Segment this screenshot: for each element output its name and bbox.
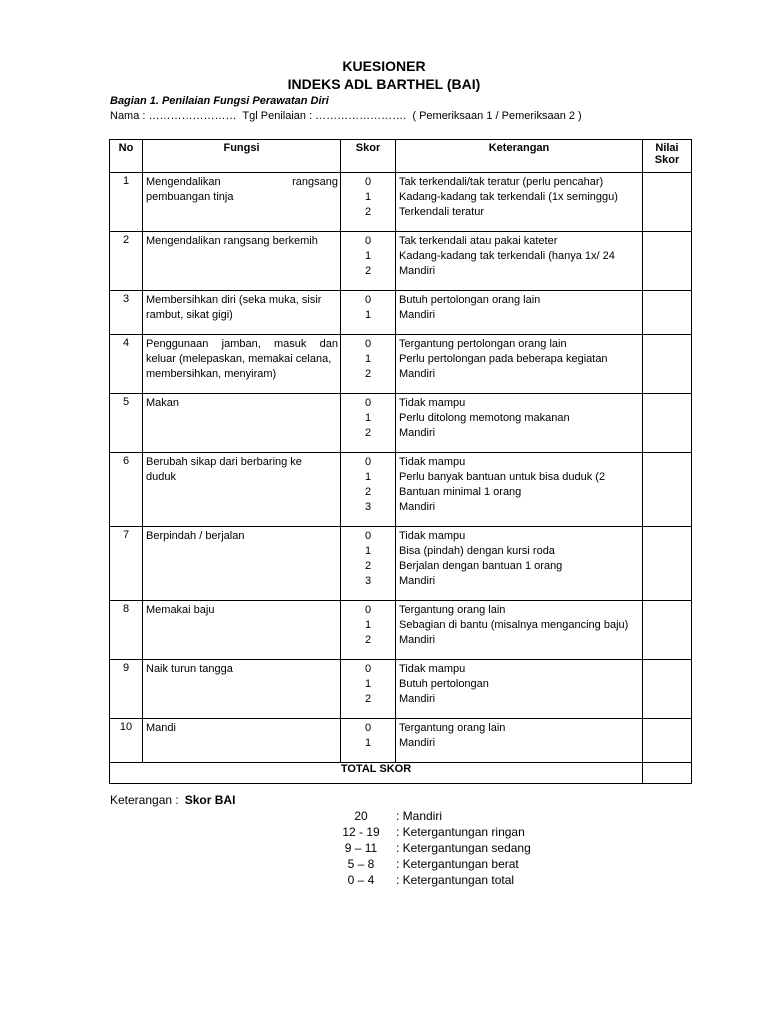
keterangan-option: Bantuan minimal 1 orang <box>399 486 522 498</box>
fungsi-line: Mengendalikan rangsang <box>146 176 338 188</box>
row-nilai-skor[interactable] <box>643 527 692 601</box>
fungsi-line: keluar (melepaskan, memakai celana, <box>146 353 332 365</box>
skor-option: 2 <box>364 427 372 439</box>
legend-desc: : Ketergantungan ringan <box>396 825 525 839</box>
row-fungsi <box>143 601 341 660</box>
skor-option: 3 <box>364 501 372 513</box>
keterangan-option: Bisa (pindah) dengan kursi roda <box>399 545 555 557</box>
keterangan-option: Mandiri <box>399 368 436 380</box>
legend-label <box>110 793 235 807</box>
row-keterangan <box>396 527 643 601</box>
row-fungsi <box>143 453 341 527</box>
row-nilai-skor[interactable] <box>643 394 692 453</box>
keterangan-option: Tidak mampu <box>399 663 466 675</box>
row-number: 6 <box>110 453 143 527</box>
keterangan-option: Tergantung orang lain <box>399 604 506 616</box>
row-nilai-skor[interactable] <box>643 232 692 291</box>
table-row <box>110 527 692 601</box>
table-row <box>110 291 692 335</box>
row-fungsi <box>143 173 341 232</box>
row-number: 7 <box>110 527 143 601</box>
keterangan-option: Tergantung orang lain <box>399 722 506 734</box>
row-skor <box>341 453 396 527</box>
title-kuesioner: KUESIONER <box>342 58 426 74</box>
skor-option: 1 <box>364 250 372 262</box>
fungsi-line: rambut, sikat gigi) <box>146 309 233 321</box>
skor-option: 0 <box>364 397 372 409</box>
skor-option: 0 <box>364 604 372 616</box>
row-number: 2 <box>110 232 143 291</box>
legend-label-text: Keterangan : <box>110 793 179 807</box>
legend-desc: : Mandiri <box>396 809 443 823</box>
skor-option: 0 <box>364 456 372 468</box>
row-fungsi <box>143 335 341 394</box>
row-number: 8 <box>110 601 143 660</box>
row-skor <box>341 232 396 291</box>
header-skor: Skor <box>341 140 396 173</box>
skor-option: 2 <box>364 368 372 380</box>
header-fungsi: Fungsi <box>143 140 341 173</box>
keterangan-option: Tak terkendali atau pakai kateter <box>399 235 558 247</box>
skor-option: 1 <box>364 737 372 749</box>
fungsi-line: Penggunaan jamban, masuk dan <box>146 338 338 350</box>
table-row <box>110 660 692 719</box>
skor-option: 1 <box>364 191 372 203</box>
keterangan-option: Sebagian di bantu (misalnya mengancing baju) <box>399 619 629 631</box>
keterangan-option: Kadang-kadang tak terkendali (1x seminggu) <box>399 191 618 203</box>
row-number: 10 <box>110 719 143 763</box>
table-row <box>110 453 692 527</box>
row-number: 4 <box>110 335 143 394</box>
skor-option: 0 <box>364 663 372 675</box>
table-row <box>110 335 692 394</box>
row-skor <box>341 173 396 232</box>
legend-score: 0 – 4 <box>347 873 375 887</box>
legend-score: 5 – 8 <box>347 857 375 871</box>
fungsi-line: Mengendalikan rangsang berkemih <box>146 235 318 247</box>
keterangan-option: Tak terkendali/tak teratur (perlu pencahar) <box>399 176 604 188</box>
skor-option: 1 <box>364 619 372 631</box>
row-fungsi <box>143 232 341 291</box>
legend-score: 20 <box>354 809 368 823</box>
fungsi-line: Memakai baju <box>146 604 215 616</box>
table-row <box>110 719 692 763</box>
skor-option: 0 <box>364 722 372 734</box>
row-nilai-skor[interactable] <box>643 453 692 527</box>
row-keterangan <box>396 453 643 527</box>
skor-option: 1 <box>364 309 372 321</box>
keterangan-option: Tidak mampu <box>399 530 466 542</box>
row-number: 1 <box>110 173 143 232</box>
legend-desc: : Ketergantungan berat <box>396 857 519 871</box>
skor-option: 2 <box>364 634 372 646</box>
row-keterangan <box>396 601 643 660</box>
skor-option: 2 <box>364 486 372 498</box>
skor-option: 2 <box>364 693 372 705</box>
keterangan-option: Mandiri <box>399 575 436 587</box>
keterangan-option: Mandiri <box>399 501 436 513</box>
keterangan-option: Mandiri <box>399 634 436 646</box>
section-heading: Bagian 1. Penilaian Fungsi Perawatan Diri <box>110 95 329 107</box>
keterangan-option: Kadang-kadang tak terkendali (hanya 1x/ 24 <box>399 250 615 262</box>
skor-option: 0 <box>364 176 372 188</box>
skor-option: 1 <box>364 545 372 557</box>
total-skor-value[interactable] <box>643 763 692 784</box>
fungsi-line: Membersihkan diri (seka muka, sisir <box>146 294 322 306</box>
row-number: 9 <box>110 660 143 719</box>
row-keterangan <box>396 335 643 394</box>
row-skor <box>341 527 396 601</box>
table-row <box>110 173 692 232</box>
skor-option: 1 <box>364 678 372 690</box>
keterangan-option: Mandiri <box>399 309 436 321</box>
row-number: 5 <box>110 394 143 453</box>
legend-label-bold: Skor BAI <box>184 793 236 807</box>
legend-desc: : Ketergantungan total <box>396 873 515 887</box>
skor-option: 0 <box>364 235 372 247</box>
row-keterangan <box>396 719 643 763</box>
skor-option: 0 <box>364 294 372 306</box>
skor-option: 0 <box>364 338 372 350</box>
skor-option: 0 <box>364 530 372 542</box>
legend-score: 9 – 11 <box>344 841 378 855</box>
keterangan-option: Mandiri <box>399 265 436 277</box>
row-skor <box>341 660 396 719</box>
table-row <box>110 601 692 660</box>
row-skor <box>341 601 396 660</box>
row-keterangan <box>396 173 643 232</box>
row-fungsi <box>143 660 341 719</box>
keterangan-option: Mandiri <box>399 427 436 439</box>
skor-option: 1 <box>364 471 372 483</box>
row-skor <box>341 291 396 335</box>
row-nilai-skor[interactable] <box>643 601 692 660</box>
fungsi-line: pembuangan tinja <box>146 191 234 203</box>
keterangan-option: Berjalan dengan bantuan 1 orang <box>399 560 563 572</box>
row-keterangan <box>396 291 643 335</box>
legend-scores <box>330 808 392 888</box>
row-keterangan <box>396 232 643 291</box>
keterangan-option: Perlu pertolongan pada beberapa kegiatan <box>399 353 608 365</box>
legend-desc: : Ketergantungan sedang <box>396 841 531 855</box>
keterangan-option: Butuh pertolongan orang lain <box>399 294 541 306</box>
fungsi-line: Berpindah / berjalan <box>146 530 245 542</box>
nama-line: Nama : …………………… Tgl Penilaian : ……………………. ( Pemeriksaan 1 / Pemeriksaan 2 ) <box>110 110 582 122</box>
row-skor <box>341 719 396 763</box>
keterangan-option: Mandiri <box>399 693 436 705</box>
row-keterangan <box>396 394 643 453</box>
row-nilai-skor[interactable] <box>643 291 692 335</box>
row-fungsi <box>143 394 341 453</box>
row-fungsi <box>143 719 341 763</box>
table-row <box>110 394 692 453</box>
title-indeks: INDEKS ADL BARTHEL (BAI) <box>287 76 481 92</box>
fungsi-line: membersihkan, menyiram) <box>146 368 277 380</box>
row-number: 3 <box>110 291 143 335</box>
table-header-row <box>110 140 692 173</box>
row-nilai-skor[interactable] <box>643 335 692 394</box>
legend-score: 12 - 19 <box>342 825 380 839</box>
row-keterangan <box>396 660 643 719</box>
skor-option: 1 <box>364 353 372 365</box>
skor-option: 2 <box>364 265 372 277</box>
header-nilai-skor: Nilai Skor <box>643 140 692 173</box>
row-fungsi <box>143 291 341 335</box>
fungsi-line: duduk <box>146 471 176 483</box>
keterangan-option: Perlu ditolong memotong makanan <box>399 412 570 424</box>
total-skor-label: TOTAL SKOR <box>110 763 643 784</box>
row-nilai-skor[interactable] <box>643 173 692 232</box>
row-skor <box>341 394 396 453</box>
keterangan-option: Tidak mampu <box>399 397 466 409</box>
fungsi-line: Naik turun tangga <box>146 663 233 675</box>
row-nilai-skor[interactable] <box>643 719 692 763</box>
row-nilai-skor[interactable] <box>643 660 692 719</box>
fungsi-line: Berubah sikap dari berbaring ke <box>146 456 302 468</box>
header-no: No <box>110 140 143 173</box>
fungsi-line: Mandi <box>146 722 176 734</box>
keterangan-option: Terkendali teratur <box>399 206 484 218</box>
row-skor <box>341 335 396 394</box>
keterangan-option: Mandiri <box>399 737 436 749</box>
keterangan-option: Tidak mampu <box>399 456 466 468</box>
keterangan-option: Tergantung pertolongan orang lain <box>399 338 567 350</box>
legend-descriptions <box>396 808 531 888</box>
keterangan-option: Butuh pertolongan <box>399 678 489 690</box>
skor-option: 1 <box>364 412 372 424</box>
row-fungsi <box>143 527 341 601</box>
bai-table <box>109 139 692 784</box>
skor-option: 2 <box>364 206 372 218</box>
total-row <box>110 763 692 784</box>
skor-option: 3 <box>364 575 372 587</box>
keterangan-option: Perlu banyak bantuan untuk bisa duduk (2 <box>399 471 606 483</box>
fungsi-line: Makan <box>146 397 180 409</box>
table-row <box>110 232 692 291</box>
skor-option: 2 <box>364 560 372 572</box>
header-keterangan: Keterangan <box>396 140 643 173</box>
